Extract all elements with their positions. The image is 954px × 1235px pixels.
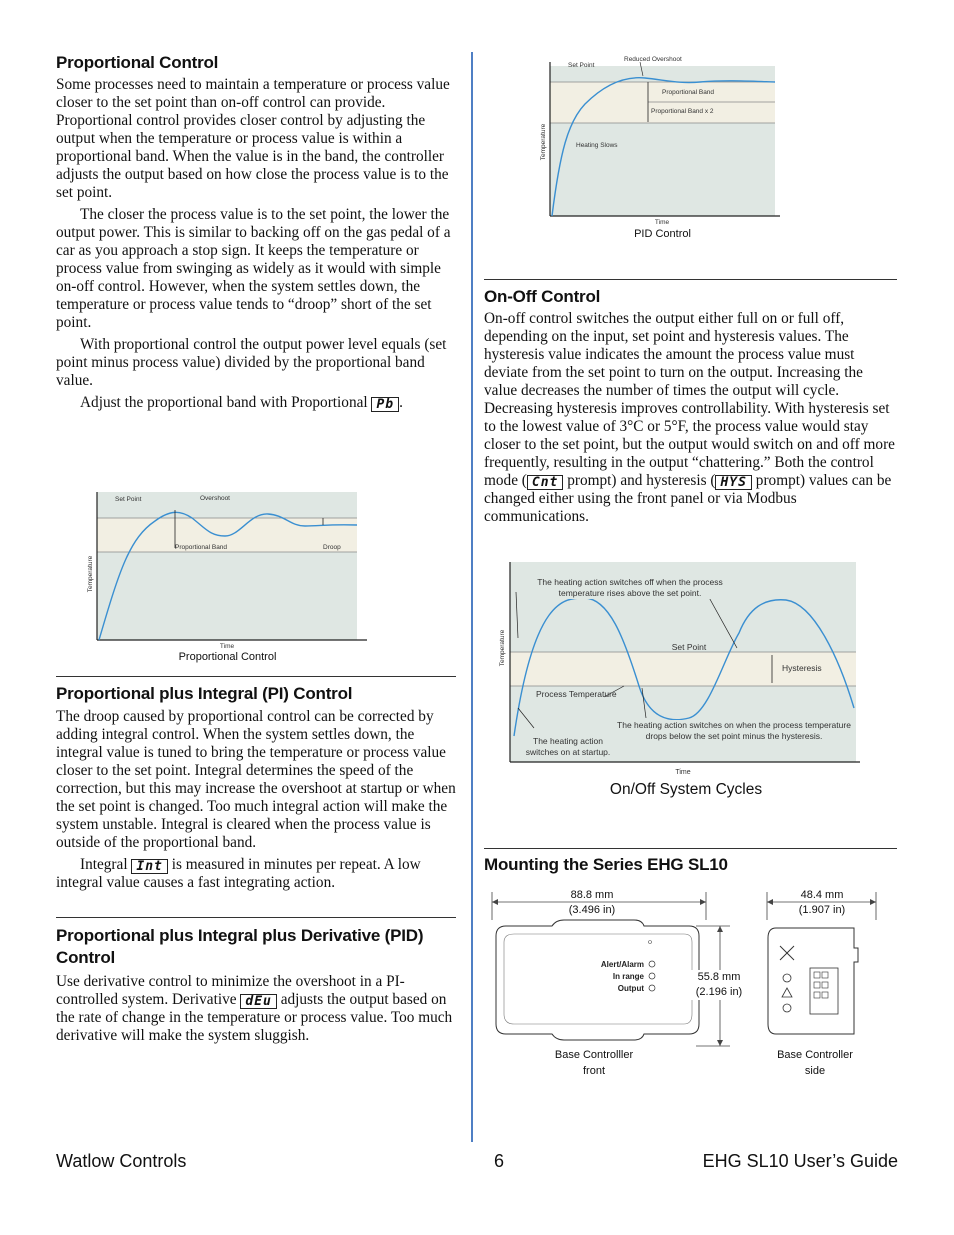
depth-dimension-label <box>780 888 864 918</box>
pb-segment-icon: Pb <box>371 397 399 412</box>
section-divider <box>484 279 897 280</box>
pi-paragraph-2-end: is measured in minutes per repeat. A low integral value causes a fast integrating action. <box>56 856 421 891</box>
width-dimension-label <box>546 888 638 918</box>
on-off-control-text <box>484 310 896 526</box>
set-point-label: Set Point <box>568 62 595 69</box>
x-axis-label: Time <box>654 219 670 226</box>
x-axis-label: Time <box>219 643 235 650</box>
pid-paragraph-1 <box>56 973 456 1045</box>
side-caption-line2: side <box>804 1065 826 1077</box>
led-alert-label: Alert/Alarm <box>600 960 644 969</box>
height-dimension-label <box>688 970 750 1000</box>
on-off-text-b: prompt) and hysteresis ( <box>567 472 716 489</box>
chart-background <box>97 492 357 640</box>
proportional-paragraph-4-end: . <box>399 394 403 411</box>
side-caption-line1: Base Controller <box>777 1049 853 1061</box>
switch-off-note: The heating action switches off when the process temperature rises above the set point. <box>532 577 728 599</box>
pi-paragraph-2-text: Integral <box>80 856 128 873</box>
height-in: (2.196 in) <box>695 986 743 998</box>
depth-in: (1.907 in) <box>798 904 846 916</box>
led-output-icon <box>649 985 655 991</box>
section-divider <box>484 848 897 849</box>
on-off-control-heading: On-Off Control <box>484 287 601 306</box>
proportional-paragraph-2: The closer the process value is to the set point, the lower the output power. This is similar to backing off on the gas pedal of a car as you approach a stop sign. It keeps the temperature or process value from swinging as widely as it would with simple on-off control. However, when the system settles down, the temperature or process value tends to “droop” short of the set point. <box>56 206 451 331</box>
footer-company: Watlow Controls <box>56 1151 187 1171</box>
pid-paragraph-1-end: adjusts the output based on the rate of change in the temperature or process value. Too much derivative will make the system sluggish. <box>56 991 453 1044</box>
mounting-heading: Mounting the Series EHG SL10 <box>484 855 728 874</box>
set-point-label: Set Point <box>671 642 707 652</box>
y-axis-label: Temperature <box>87 555 94 593</box>
width-mm: 88.8 mm <box>570 889 614 901</box>
startup-note: The heating action switches on at startup. <box>520 736 616 758</box>
depth-mm: 48.4 mm <box>800 889 844 901</box>
pid-control-text <box>56 973 456 1045</box>
led-in-range-icon <box>649 973 655 979</box>
led-alert-icon <box>649 961 655 967</box>
proportional-paragraph-4 <box>56 394 456 412</box>
on-off-text-c: prompt) values can be changed either using the front panel or via Modbus communications. <box>484 472 892 525</box>
on-off-chart-caption: On/Off System Cycles <box>609 781 763 798</box>
proportional-control-chart <box>80 488 380 668</box>
overshoot-label: Overshoot <box>200 495 230 502</box>
deu-segment-icon: dEu <box>240 994 276 1009</box>
pi-paragraph-1: The droop caused by proportional control can be corrected by adding integral control. When the system settles down, the integral value is tuned to bring the temperature or process value closer to the set point. Integral determines the speed of the correction, but this may increase the overshoot at startup or when the set point is changed. Too much integral action will make the system unstable. Integral is cleared when the process value is outside of the proportional band. <box>56 708 456 851</box>
column-divider <box>471 52 473 1142</box>
set-point-label: Set Point <box>115 496 142 503</box>
controller-front-outline <box>496 920 699 1040</box>
pi-control-text <box>56 708 456 892</box>
pid-paragraph-1-text: Use derivative control to minimize the overshoot in a PI-controlled system. Derivative <box>56 973 405 1008</box>
on-off-text-a: On-off control switches the output either full on or full off, depending on the input, set point and hysteresis values. The hysteresis value indicates the amount the process value must deviate from the set point to turn on the output. Increasing the value decreases the number of times the output will cycle. Decreasing hysteresis improves controllability. With hysteresis set to the lowest value of 3°C or 5°F, the process value would stay closer to the set point, but the output would switch on and off more frequently, resulting in the output “chattering.” Both the control mode ( <box>484 310 895 489</box>
section-divider <box>56 917 456 918</box>
height-mm: 55.8 mm <box>697 971 741 983</box>
band-label: Proportional Band <box>175 544 228 551</box>
led-output-label: Output <box>617 984 644 993</box>
side-view-caption <box>760 1047 870 1079</box>
proportional-paragraph-1: Some processes need to maintain a temperature or process value closer to the set point than on-off control can provide. Proportional control provides closer control by adjusting the output when the temperature or process value is within a proportional band. When the value is in the band, the controller adjusts the output based on how close the process value is to the set point. <box>56 76 450 201</box>
led-in-range-label: In range <box>612 972 644 981</box>
y-axis-label: Temperature <box>540 123 547 161</box>
footer-guide-title: EHG SL10 User’s Guide <box>702 1151 898 1171</box>
front-view-caption <box>534 1047 654 1079</box>
band-label: Proportional Band <box>662 89 715 96</box>
front-caption-line2: front <box>582 1065 605 1077</box>
pid-control-chart <box>530 52 790 230</box>
footer-page-number: 6 <box>494 1151 505 1171</box>
front-caption-line1: Base Controlller <box>554 1049 634 1061</box>
proportional-control-heading: Proportional Control <box>56 53 219 72</box>
pid-chart-caption: PID Control <box>634 228 691 240</box>
section-divider <box>56 676 456 677</box>
switch-on-note: The heating action switches on when the process temperature drops below the set point minus the hysteresis. <box>614 720 854 742</box>
proportional-control-text <box>56 76 456 412</box>
width-in: (3.496 in) <box>568 904 616 916</box>
pi-control-heading: Proportional plus Integral (PI) Control <box>56 684 353 703</box>
x-axis-label: Time <box>675 769 691 776</box>
int-segment-icon: Int <box>131 859 167 874</box>
droop-label: Droop <box>323 544 341 551</box>
cnt-segment-icon: Cnt <box>527 475 563 490</box>
hys-segment-icon: HYS <box>715 475 751 490</box>
band-x2-label: Proportional Band x 2 <box>651 108 714 115</box>
hysteresis-label: Hysteresis <box>782 663 822 673</box>
heating-slows-label: Heating Slows <box>576 142 618 149</box>
pi-paragraph-2 <box>56 856 456 892</box>
proportional-chart-caption: Proportional Control <box>178 651 277 663</box>
proportional-paragraph-3: With proportional control the output power level equals (set point minus process value) divided by the proportional band value. <box>56 336 447 389</box>
on-off-paragraph <box>484 310 896 526</box>
reduced-overshoot-label: Reduced Overshoot <box>624 56 682 63</box>
proportional-paragraph-4-text: Adjust the proportional band with Proportional <box>80 394 368 411</box>
y-axis-label: Temperature <box>499 629 506 667</box>
pid-control-heading: Proportional plus Integral plus Derivative (PID) Control <box>56 926 424 967</box>
process-temperature-label: Process Temperature <box>536 689 617 699</box>
